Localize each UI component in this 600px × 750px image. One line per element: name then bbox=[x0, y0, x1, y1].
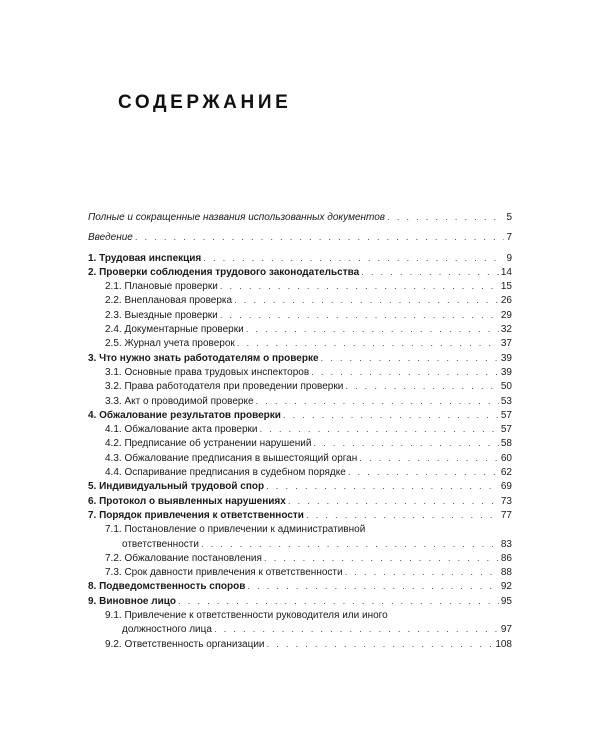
toc-page-number: 39 bbox=[500, 352, 512, 364]
toc-entry-text: 2.5. Журнал учета проверок bbox=[105, 338, 235, 350]
toc-page-number: 60 bbox=[500, 452, 512, 464]
toc-entry-text: 2. Проверки соблюдения трудового законодательства bbox=[88, 266, 360, 278]
toc-entry-text: 2.1. Плановые проверки bbox=[105, 281, 218, 293]
toc-page-number: 62 bbox=[500, 467, 512, 479]
toc-entry-text: 5. Индивидуальный трудовой спор bbox=[88, 481, 265, 493]
toc-entry-section-3-3[interactable] bbox=[88, 395, 512, 409]
toc-page-number: 95 bbox=[500, 595, 512, 607]
toc-dot-leader bbox=[220, 280, 499, 294]
toc-entry-text: 3.2. Права работодателя при проведении проверки bbox=[105, 381, 344, 393]
toc-entry-section-4-2[interactable] bbox=[88, 437, 512, 451]
toc-dot-leader bbox=[306, 509, 499, 523]
toc-entry-text: 3.1. Основные права трудовых инспекторов bbox=[105, 366, 310, 378]
toc-entry-text: 4.2. Предписание об устранении нарушений bbox=[105, 438, 312, 450]
toc-entry-text: 3.3. Акт о проводимой проверке bbox=[105, 395, 254, 407]
toc-page-number: 97 bbox=[500, 624, 512, 636]
toc-page-number: 39 bbox=[500, 366, 512, 378]
toc-entry-text-line-1: 9.1. Привлечение к ответственности руководителя или иного bbox=[105, 610, 388, 622]
toc-dot-leader bbox=[214, 623, 499, 637]
toc-entry-section-9-1[interactable] bbox=[88, 609, 512, 638]
toc-entry-text: 4.3. Обжалование предписания в вышестоящий орган bbox=[105, 452, 358, 464]
toc-entry-section-8[interactable] bbox=[88, 580, 512, 594]
toc-entry-text: 7.2. Обжалование постановления bbox=[105, 552, 262, 564]
toc-dot-leader bbox=[135, 231, 505, 245]
toc-entry-section-2[interactable] bbox=[88, 266, 512, 280]
toc-dot-leader bbox=[311, 366, 499, 380]
toc-page-number: 69 bbox=[500, 481, 512, 493]
toc-page-number: 73 bbox=[500, 495, 512, 507]
toc-entry-section-3[interactable] bbox=[88, 352, 512, 366]
toc-entry-text: Полные и сокращенные названия использованных документов bbox=[88, 212, 386, 223]
page-title: СОДЕРЖАНИЕ bbox=[118, 92, 292, 113]
toc-entry-line-2 bbox=[105, 623, 512, 637]
toc-entry-text: 2.4. Документарные проверки bbox=[105, 324, 244, 336]
toc-page-number: 9 bbox=[506, 252, 512, 264]
toc-entry-section-4[interactable] bbox=[88, 409, 512, 423]
toc-entry-text: 8. Подведомственность споров bbox=[88, 581, 246, 593]
toc-entry-section-2-1[interactable] bbox=[88, 280, 512, 294]
toc-page-number: 57 bbox=[500, 409, 512, 421]
toc-dot-leader bbox=[234, 294, 499, 308]
toc-entry-abbreviations[interactable] bbox=[88, 211, 512, 225]
toc-page-number: 29 bbox=[500, 309, 512, 321]
toc-entry-section-4-1[interactable] bbox=[88, 423, 512, 437]
toc-dot-leader bbox=[359, 452, 499, 466]
toc-entry-text: 4. Обжалование результатов проверки bbox=[88, 409, 281, 421]
toc-dot-leader bbox=[283, 409, 499, 423]
toc-entry-text: 2.2. Внеплановая проверка bbox=[105, 295, 233, 307]
toc-page-number: 32 bbox=[500, 324, 512, 336]
toc-dot-leader bbox=[288, 495, 499, 509]
toc-entry-line-2 bbox=[105, 538, 512, 552]
toc-entry-text: 7. Порядок привлечения к ответственности bbox=[88, 509, 304, 521]
toc-dot-leader bbox=[361, 266, 499, 280]
toc-entry-section-7-2[interactable] bbox=[88, 552, 512, 566]
toc-entry-section-2-3[interactable] bbox=[88, 309, 512, 323]
toc-page-number: 86 bbox=[500, 552, 512, 564]
toc-entry-text: 4.4. Оспаривание предписания в судебном порядке bbox=[105, 467, 346, 479]
toc-entry-text-line-2: должностного лица bbox=[122, 624, 212, 636]
toc-entry-text-line-2: ответственности bbox=[122, 538, 199, 550]
toc-entry-section-5[interactable] bbox=[88, 480, 512, 494]
toc-entry-text: 9. Виновное лицо bbox=[88, 595, 177, 607]
toc-entry-text: 1. Трудовая инспекция bbox=[88, 252, 202, 264]
toc-entry-section-3-1[interactable] bbox=[88, 366, 512, 380]
toc-dot-leader bbox=[321, 352, 499, 366]
toc-dot-leader bbox=[266, 480, 499, 494]
toc-page-number: 58 bbox=[500, 438, 512, 450]
toc-entry-introduction[interactable] bbox=[88, 231, 512, 245]
toc-dot-leader bbox=[178, 595, 499, 609]
toc-entry-section-9[interactable] bbox=[88, 595, 512, 609]
toc-entry-text: 4.1. Обжалование акта проверки bbox=[105, 424, 258, 436]
toc-entry-section-2-2[interactable] bbox=[88, 294, 512, 308]
toc-page-number: 53 bbox=[500, 395, 512, 407]
toc-page-number: 88 bbox=[500, 567, 512, 579]
toc-entry-text: 6. Протокол о выявленных нарушениях bbox=[88, 495, 286, 507]
toc-entry-text: Введение bbox=[88, 232, 133, 244]
toc-dot-leader bbox=[267, 638, 494, 652]
toc-page-number: 77 bbox=[500, 509, 512, 521]
toc-entry-text: 9.2. Ответственность организации bbox=[105, 638, 265, 650]
toc-dot-leader bbox=[345, 380, 499, 394]
toc-page-number: 37 bbox=[500, 338, 512, 350]
toc-entry-section-6[interactable] bbox=[88, 495, 512, 509]
toc-page-number: 26 bbox=[500, 295, 512, 307]
toc-page-number: 15 bbox=[500, 281, 512, 293]
toc-dot-leader bbox=[264, 552, 499, 566]
toc-dot-leader bbox=[203, 252, 504, 266]
toc-entry-section-4-4[interactable] bbox=[88, 466, 512, 480]
toc-page-number: 7 bbox=[506, 232, 512, 244]
toc-dot-leader bbox=[201, 538, 499, 552]
toc-entry-section-3-2[interactable] bbox=[88, 380, 512, 394]
toc-entry-section-7-1[interactable] bbox=[88, 523, 512, 552]
toc-page-number: 108 bbox=[495, 638, 512, 650]
toc-page-number: 50 bbox=[500, 381, 512, 393]
toc-entry-section-9-2[interactable] bbox=[88, 638, 512, 652]
toc-entry-section-7[interactable] bbox=[88, 509, 512, 523]
toc-page-number: 57 bbox=[500, 424, 512, 436]
toc-entry-section-1[interactable] bbox=[88, 252, 512, 266]
toc-entry-section-2-4[interactable] bbox=[88, 323, 512, 337]
toc-entry-text: 3. Что нужно знать работодателям о проверке bbox=[88, 352, 319, 364]
toc-entry-section-4-3[interactable] bbox=[88, 452, 512, 466]
table-of-contents bbox=[88, 211, 512, 652]
toc-dot-leader bbox=[246, 323, 499, 337]
toc-dot-leader bbox=[387, 211, 504, 225]
toc-dot-leader bbox=[220, 309, 499, 323]
toc-page-number: 92 bbox=[500, 581, 512, 593]
toc-entry-section-7-3[interactable] bbox=[88, 566, 512, 580]
toc-entry-text: 2.3. Выездные проверки bbox=[105, 309, 218, 321]
toc-entry-text: 7.3. Срок давности привлечения к ответственности bbox=[105, 567, 343, 579]
toc-dot-leader bbox=[256, 395, 499, 409]
toc-dot-leader bbox=[247, 580, 499, 594]
toc-entry-text-line-1: 7.1. Постановление о привлечении к административной bbox=[105, 524, 366, 536]
toc-dot-leader bbox=[348, 466, 499, 480]
toc-entry-section-2-5[interactable] bbox=[88, 337, 512, 351]
toc-dot-leader bbox=[313, 437, 498, 451]
toc-dot-leader bbox=[345, 566, 499, 580]
toc-page-number: 5 bbox=[506, 212, 512, 223]
toc-dot-leader bbox=[260, 423, 499, 437]
toc-page-number: 14 bbox=[500, 266, 512, 278]
toc-dot-leader bbox=[237, 337, 499, 351]
toc-page-number: 83 bbox=[500, 538, 512, 550]
